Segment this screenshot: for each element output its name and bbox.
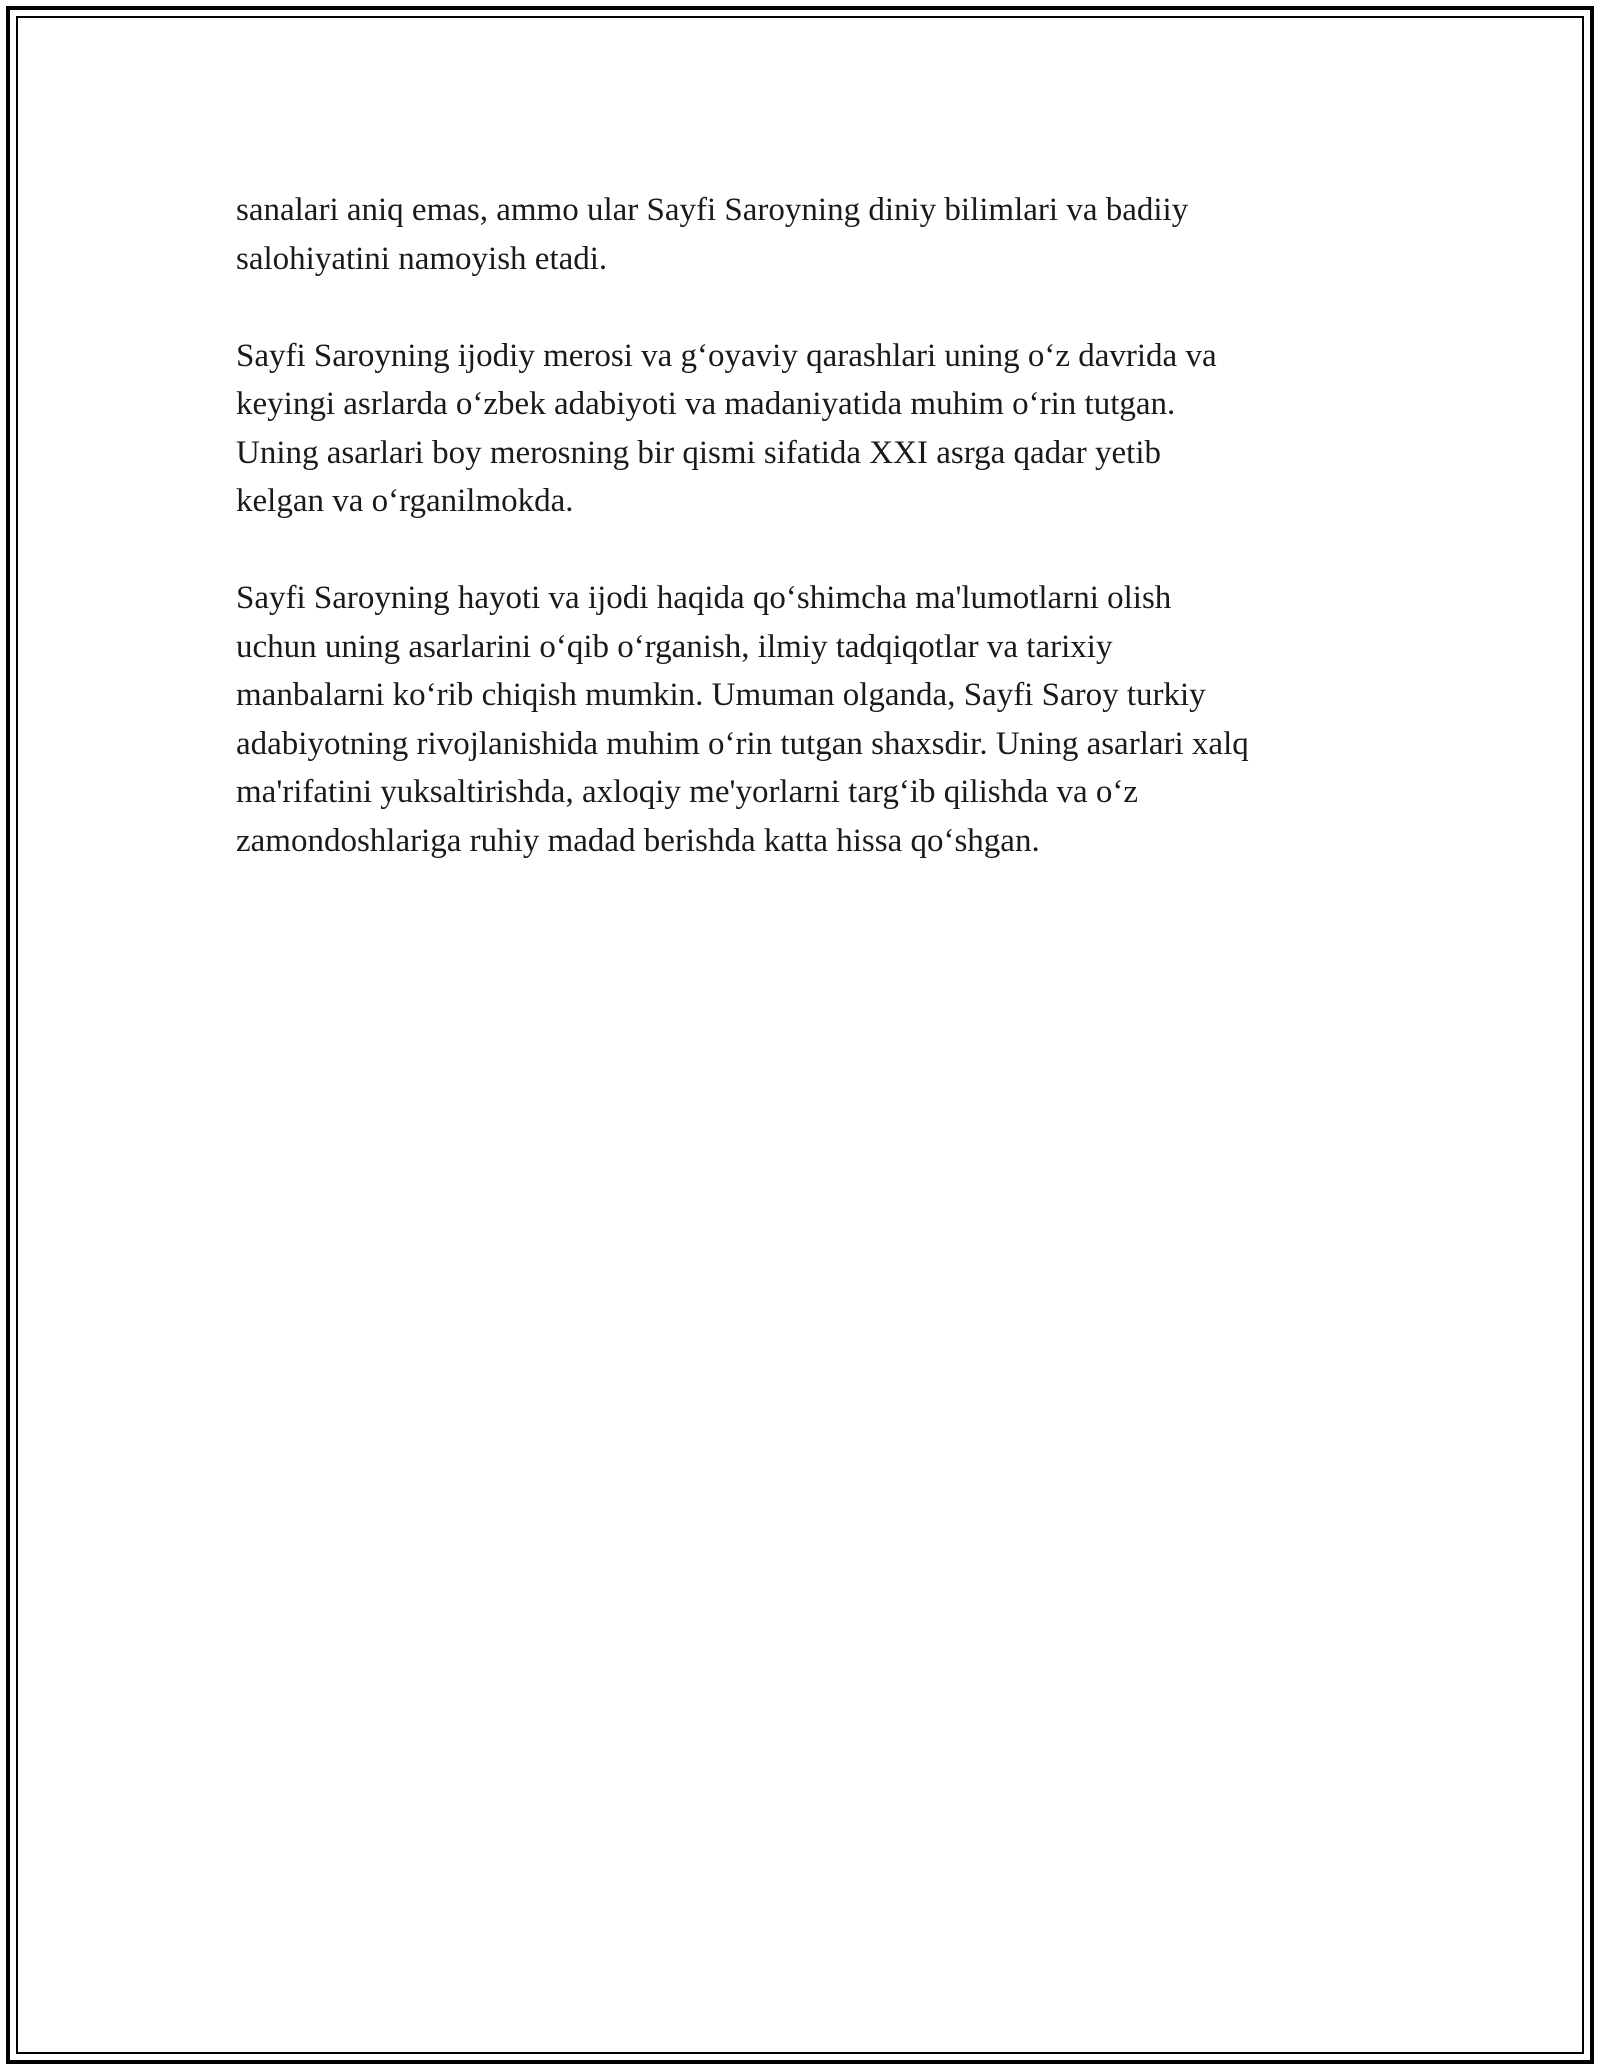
text-line: kelgan va o‘rganilmokda. [236,483,574,519]
text-line: adabiyotning rivojlanishida muhim o‘rin tutgan shaxsdir. Uning asarlari xalq [236,725,1249,762]
paragraph-2 [236,332,1396,526]
paragraph-3 [236,574,1396,865]
text-line: Uning asarlari boy merosning bir qismi sifatida XXI asrga qadar yetib [236,434,1161,471]
text-line: ma'rifatini yuksaltirishda, axloqiy me'yorlarni targ‘ib qilishda va o‘z [236,774,1139,810]
text-line: keyingi asrlarda o‘zbek adabiyoti va madaniyatida muhim o‘rin tutgan. [236,386,1176,422]
text-line: Sayfi Saroyning hayoti va ijodi haqida qo‘shimcha ma'lumotlarni olish [236,580,1172,616]
text-line: salohiyatini namoyish etadi. [236,240,608,277]
text-line: uchun uning asarlarini o‘qib o‘rganish, ilmiy tadqiqotlar va tarixiy [236,628,1113,665]
paragraph-1 [236,186,1396,283]
text-line: Sayfi Saroyning ijodiy merosi va g‘oyaviy qarashlari uning o‘z davrida va [236,337,1217,374]
text-line: zamondoshlariga ruhiy madad berishda katta hissa qo‘shgan. [236,822,1040,859]
document-body [236,186,1396,914]
text-line: sanalari aniq emas, ammo ular Sayfi Saroyning diniy bilimlari va badiiy [236,192,1189,228]
text-line: manbalarni ko‘rib chiqish mumkin. Umuman olganda, Sayfi Saroy turkiy [236,677,1206,713]
